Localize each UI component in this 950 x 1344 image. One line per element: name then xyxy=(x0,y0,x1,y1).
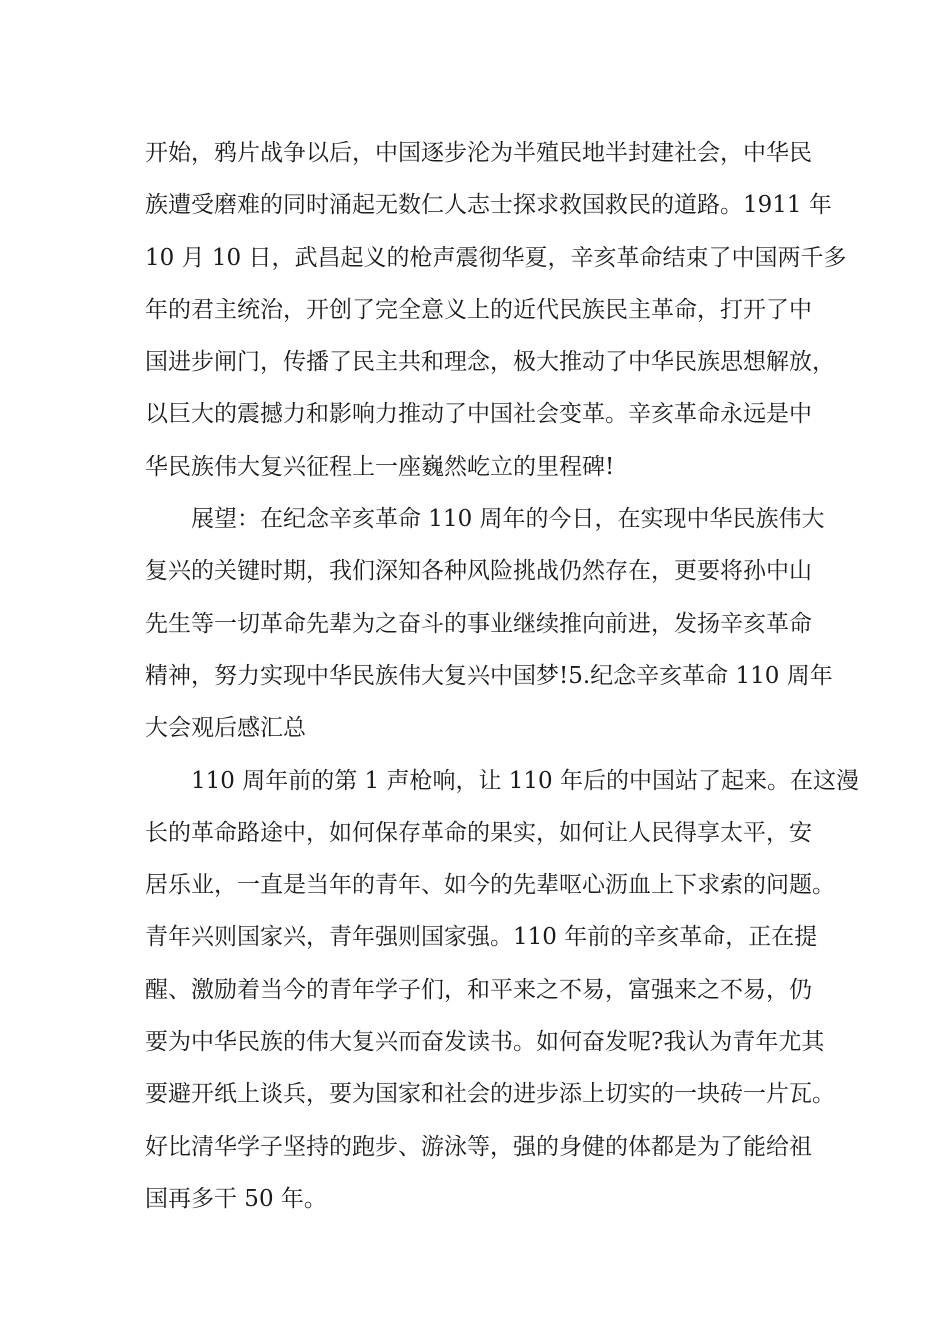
text-line: 先生等一切革命先辈为之奋斗的事业继续推向前进，发扬辛亥革命 xyxy=(145,610,812,637)
paragraph-3 xyxy=(145,755,859,1226)
text-line: 国进步闸门，传播了民主共和理念，极大推动了中华民族思想解放， xyxy=(145,349,835,376)
text-line: 以巨大的震撼力和影响力推动了中国社会变革。辛亥革命永远是中 xyxy=(145,401,812,428)
paragraph-1 xyxy=(145,127,847,493)
document-body xyxy=(145,127,859,1225)
text-line: 青年兴则国家兴，青年强则国家强。110 年前的辛亥革命，正在提 xyxy=(145,924,818,951)
text-line: 醒、激励着当今的青年学子们，和平来之不易，富强来之不易，仍 xyxy=(145,976,812,1003)
text-line: 居乐业，一直是当年的青年、如今的先辈呕心沥血上下求索的问题。 xyxy=(145,872,835,899)
text-line: 族遭受磨难的同时涌起无数仁人志士探求救国救民的道路。1911 年 xyxy=(145,192,832,219)
text-line-indented: 110 周年前的第 1 声枪响，让 110 年后的中国站了起来。在这漫 xyxy=(191,767,859,794)
text-line: 华民族伟大复兴征程上一座巍然屹立的里程碑! xyxy=(145,453,615,480)
text-line-indented: 展望：在纪念辛亥革命 110 周年的今日，在实现中华民族伟大 xyxy=(191,506,825,533)
text-line: 国再多干 50 年。 xyxy=(145,1185,327,1212)
text-line: 大会观后感汇总 xyxy=(145,715,306,742)
text-line: 长的革命路途中，如何保存革命的果实，如何让人民得享太平，安 xyxy=(145,819,812,846)
text-line: 10 月 10 日，武昌起义的枪声震彻华夏，辛亥革命结束了中国两千多 xyxy=(145,244,847,271)
text-line: 要为中华民族的伟大复兴而奋发读书。如何奋发呢?我认为青年尤其 xyxy=(145,1029,825,1056)
text-line: 要避开纸上谈兵，要为国家和社会的进步添上切实的一块砖一片瓦。 xyxy=(145,1081,835,1108)
text-line: 精神，努力实现中华民族伟大复兴中国梦!5.纪念辛亥革命 110 周年 xyxy=(145,662,833,689)
text-line: 复兴的关键时期，我们深知各种风险挑战仍然存在，更要将孙中山 xyxy=(145,558,812,585)
text-line: 开始，鸦片战争以后，中国逐步沦为半殖民地半封建社会，中华民 xyxy=(145,140,812,166)
text-line: 好比清华学子坚持的跑步、游泳等，强的身健的体都是为了能给祖 xyxy=(145,1133,812,1160)
paragraph-2 xyxy=(145,493,833,754)
text-line: 年的君主统治，开创了完全意义上的近代民族民主革命，打开了中 xyxy=(145,296,812,323)
